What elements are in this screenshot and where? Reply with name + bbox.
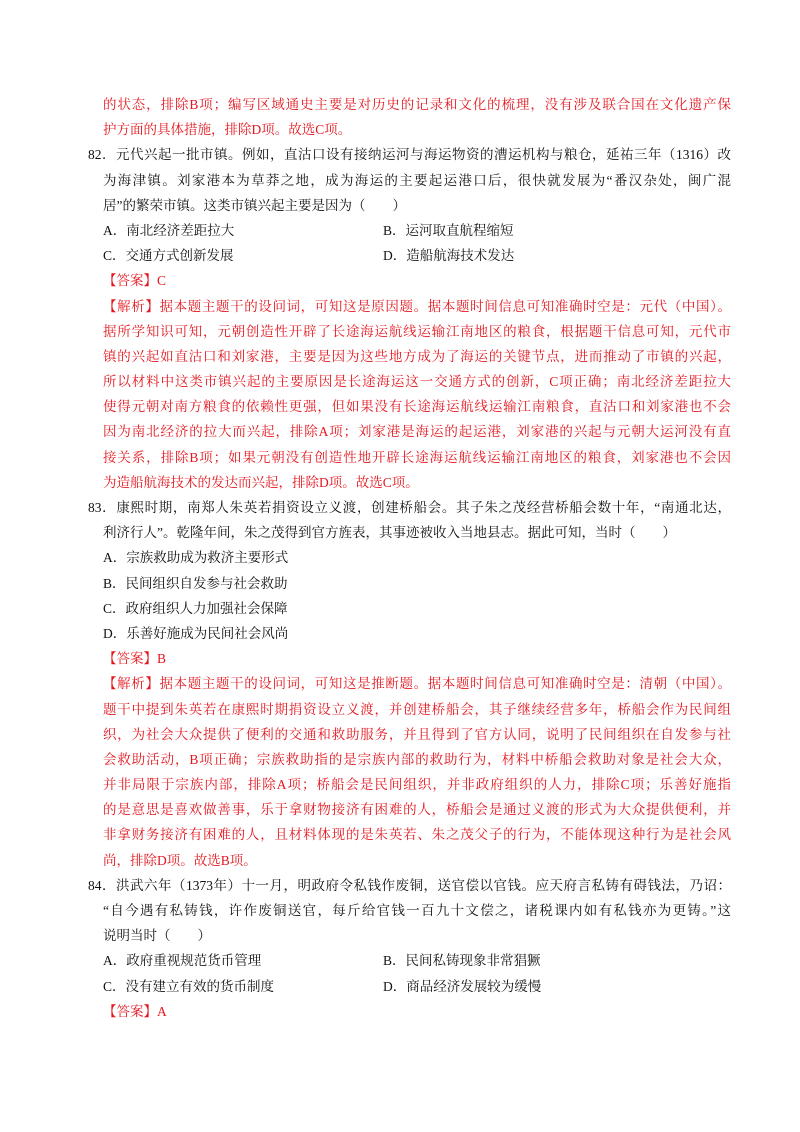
- question-stem-text: 康熙时期，南郑人朱英若捐资设立义渡，创建桥船会。其子朱之茂经营桥船会数十年，“南通北达，: [116, 500, 731, 515]
- option-text: 运河取直航程缩短: [405, 222, 514, 238]
- question-84: [0, 873, 800, 1024]
- options-row: [0, 218, 800, 243]
- option-label: C．: [103, 600, 126, 616]
- analysis-label: 【解析】: [103, 676, 160, 692]
- question-stem-text: 洪武六年（1373年）十一月，明政府令私钱作废铜，送官偿以官钱。应天府言私铸有碍钱法，乃诏：: [116, 877, 731, 893]
- analysis-line: 会救助活动，B项正确；宗族救助指的是宗族内部的救助行为，材料中桥船会救助对象是社会大众，: [103, 751, 731, 767]
- option-text: 没有建立有效的货币制度: [125, 978, 275, 994]
- analysis-line: 镇的兴起如直沽口和刘家港，主要是因为这些地方成为了海运的关键节点，进而推动了市镇的兴起，: [103, 348, 731, 364]
- question-82: [0, 142, 800, 495]
- answer-value: B: [157, 651, 167, 667]
- answer-line: [103, 999, 731, 1024]
- option-c: [103, 596, 731, 621]
- option-a: [103, 545, 731, 570]
- analysis-line: 护方面的具体措施，排除D项。故选C项。: [103, 122, 352, 138]
- option-text: 民间私铸现象非常猖獗: [405, 953, 541, 969]
- analysis-line: 使得元朝对南方粮食的依赖性更强，但如果没有长途海运航线运输江南粮食，直沽口和刘家港也不会: [103, 399, 731, 415]
- answer-line: [103, 268, 731, 293]
- option-text: 南北经济差距拉大: [126, 222, 235, 238]
- analysis-line: 的状态，排除B项；编写区域通史主要是对历史的记录和文化的梳理，没有涉及联合国在文化遗产保: [103, 97, 731, 112]
- option-c: [103, 974, 274, 999]
- option-text: 交通方式创新发展: [125, 248, 234, 264]
- answer-label: 【答案】: [103, 651, 157, 667]
- options-row: [0, 948, 800, 973]
- option-text: 造船航海技术发达: [406, 248, 515, 264]
- option-a: [103, 218, 234, 243]
- option-label: A．: [103, 953, 127, 969]
- option-label: B．: [383, 953, 406, 969]
- option-text: 宗族救助成为救济主要形式: [126, 550, 289, 566]
- option-text: 民间组织自发参与社会救助: [125, 575, 288, 591]
- option-text: 政府重视规范货币管理: [126, 953, 262, 969]
- analysis-line: 织，为社会大众提供了便利的交通和救助服务，并且得到了官方认同，说明了民间组织在自发参与社: [103, 726, 731, 742]
- question-stem-line: 为海津镇。刘家港本为草莽之地，成为海运的主要起运港口后，很快就发展为“番汉杂处，闽广混: [103, 172, 731, 188]
- analysis-text: 据本题主题干的设问词，可知这是推断题。据本题时间信息可知准确时空是：清朝（中国）。: [159, 676, 732, 692]
- option-label: A．: [103, 550, 127, 566]
- analysis-line: 题干中提到朱英若在康熙时期捐资设立义渡，并创建桥船会，其子继续经营多年，桥船会作为民间组: [103, 701, 731, 717]
- option-label: D．: [103, 625, 127, 641]
- answer-line: [103, 646, 731, 671]
- analysis-text: 据本题主题干的设问词，可知这是原因题。据本题时间信息可知准确时空是：元代（中国）。: [159, 298, 732, 314]
- option-a: [103, 948, 261, 973]
- question-stem-line: [88, 142, 731, 167]
- option-text: 政府组织人力加强社会保障: [125, 600, 288, 616]
- option-label: C．: [103, 978, 126, 994]
- question-stem-line: 利济行人”。乾隆年间，朱之茂得到官方旌表，其事迹被收入当地县志。据此可知，当时（ ）: [103, 525, 676, 541]
- options-row: [0, 974, 800, 999]
- analysis-line: 非拿财务接济有困难的人，且材料体现的是朱英若、朱之茂父子的行为，不能体现这种行为是社会风: [103, 827, 731, 843]
- answer-label: 【答案】: [103, 1003, 157, 1019]
- option-label: C．: [103, 248, 126, 264]
- analysis-line: 的是意思是喜欢做善事，乐于拿财物接济有困难的人，桥船会是通过义渡的形式为大众提供便利，并: [103, 802, 731, 818]
- option-label: A．: [103, 222, 127, 238]
- analysis-line: 接关系，排除B项；如果元朝没有创造性地开辟长途海运航线运输江南地区的粮食，刘家港也不会因: [103, 449, 731, 465]
- question-83: [0, 495, 800, 873]
- question-stem-line: [88, 873, 731, 898]
- option-b: [103, 571, 731, 596]
- answer-value: C: [157, 273, 167, 289]
- analysis-line: 为造船航海技术的发达而兴起，排除D项。故选C项。: [103, 474, 419, 490]
- question-stem-line: “自今遇有私铸钱，许作废铜送官，每斤给官钱一百九十文偿之，诸税课内如有私钱亦为更铸。”这: [103, 903, 731, 918]
- analysis-line: 并非局限于宗族内部，排除A项；桥船会是民间组织，并非政府组织的人力，排除C项；乐善好施指: [103, 777, 731, 793]
- option-b: [383, 218, 514, 243]
- option-d: [103, 621, 731, 646]
- analysis-line: 据所学知识可知，元朝创造性开辟了长途海运航线运输江南地区的粮食，根据题干信息可知，元代市: [103, 323, 731, 339]
- option-label: D．: [383, 248, 407, 264]
- analysis-line: [103, 294, 731, 319]
- question-number: 82．: [88, 147, 116, 163]
- option-d: [383, 974, 541, 999]
- options-row: [0, 243, 800, 268]
- answer-value: A: [157, 1003, 167, 1019]
- option-text: 商品经济发展较为缓慢: [406, 978, 542, 994]
- option-b: [383, 948, 541, 973]
- question-number: 83．: [88, 500, 117, 515]
- option-label: D．: [383, 978, 407, 994]
- analysis-label: 【解析】: [103, 298, 160, 314]
- option-label: B．: [103, 575, 126, 591]
- question-number: 84．: [88, 877, 116, 893]
- analysis-line: 所以材料中这类市镇兴起的主要原因是长途海运这一交通方式的创新，C项正确；南北经济差距拉大: [103, 374, 731, 390]
- question-stem-line: 说明当时（ ）: [103, 928, 211, 944]
- document-page: [0, 92, 800, 1024]
- option-text: 乐善好施成为民间社会风尚: [126, 625, 289, 641]
- previous-analysis: [0, 92, 800, 142]
- option-c: [103, 243, 234, 268]
- analysis-line: 尚，排除D项。故选B项。: [103, 852, 257, 868]
- question-stem-line: 居”的繁荣市镇。这类市镇兴起主要是因为（ ）: [103, 197, 406, 213]
- question-stem-line: [88, 495, 731, 520]
- analysis-line: [103, 671, 731, 696]
- answer-label: 【答案】: [103, 273, 157, 289]
- option-label: B．: [383, 222, 406, 238]
- question-stem-text: 元代兴起一批市镇。例如，直沽口设有接纳运河与海运物资的漕运机构与粮仓，延祐三年（1316）改: [116, 147, 731, 163]
- option-d: [383, 243, 514, 268]
- analysis-line: 因为南北经济的拉大而兴起，排除A项；刘家港是海运的起运港，刘家港的兴起与元朝大运河没有直: [103, 424, 731, 440]
